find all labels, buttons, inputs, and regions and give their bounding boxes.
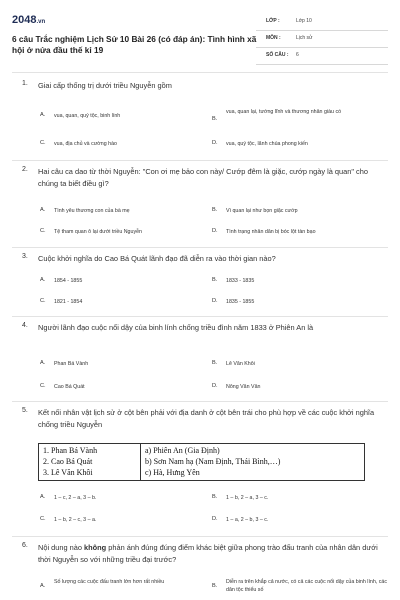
question-number: 1. xyxy=(22,80,28,87)
question-text: Hai câu ca dao từ thời Nguyễn: "Con ơi mẹ bảo con này/ Cướp đêm là giặc, cướp ngày là quan" cho chúng ta biết điều gì? xyxy=(38,167,368,188)
question-text-emphasis: không xyxy=(84,543,107,552)
option-letter: B. xyxy=(212,116,218,122)
quiz-title: 6 câu Trắc nghiệm Lịch Sử 10 Bài 26 (có đáp án): Tình hình xã hội ở nửa đầu thế kỉ 19 xyxy=(12,34,257,55)
meta-label: LỚP : xyxy=(266,18,280,24)
option-text: vua, quý tộc, lãnh chúa phong kiến xyxy=(226,141,308,147)
table-cell: c) Hà, Hưng Yên xyxy=(145,468,200,477)
option-text: 1821 - 1854 xyxy=(54,299,83,305)
option-letter: D. xyxy=(212,298,218,304)
question-text xyxy=(38,542,378,566)
table-right-column xyxy=(141,444,364,480)
divider xyxy=(12,160,388,161)
option-text: 1835 - 1855 xyxy=(226,299,255,305)
option-letter: A. xyxy=(40,277,46,283)
option-text: 1 – c, 2 – a, 3 – b. xyxy=(54,495,97,501)
divider xyxy=(12,247,388,248)
option-letter: C. xyxy=(40,516,46,522)
quiz-meta xyxy=(256,14,388,65)
option-letter: B. xyxy=(212,360,218,366)
option-letter: D. xyxy=(212,140,218,146)
option-letter: B. xyxy=(212,583,218,589)
option-text: 1854 - 1855 xyxy=(54,278,83,284)
option-text: 1 – b, 2 – a, 3 – c. xyxy=(226,495,269,501)
question-text: Giai cấp thống trị dưới triều Nguyễn gồm xyxy=(38,81,172,90)
meta-value: Lớp 10 xyxy=(296,18,312,24)
option-text: vua, quan lại, tướng lĩnh và thương nhân giàu có xyxy=(226,109,342,115)
divider xyxy=(12,401,388,402)
option-text: Phan Bá Vành xyxy=(54,361,89,367)
option-text: vua, quan, quý tộc, binh lính xyxy=(54,113,121,119)
question-text: Cuộc khởi nghĩa do Cao Bá Quát lãnh đạo đã diễn ra vào thời gian nào? xyxy=(38,254,276,263)
option-letter: A. xyxy=(40,583,46,589)
question-number: 2. xyxy=(22,166,28,173)
option-text: vua, địa chủ và cường hào xyxy=(54,141,117,147)
option-text: Tình trạng nhân dân bị bóc lột tàn bạo xyxy=(226,229,316,235)
option-letter: A. xyxy=(40,494,46,500)
question-number: 3. xyxy=(22,253,28,260)
page-header xyxy=(12,14,388,69)
brand-tld: .vn xyxy=(36,19,46,25)
question-text-post: phản ánh đúng đúng điểm khác biệt giữa phong trào đấu tranh của nhân dân dưới thời Nguyễn so với những triều đại trước? xyxy=(38,543,378,564)
table-cell: b) Sơn Nam hạ (Nam Định, Thái Bình,…) xyxy=(145,457,281,466)
option-text: 1833 - 1835 xyxy=(226,278,255,284)
option-letter: C. xyxy=(40,228,46,234)
option-text: Lê Văn Khôi xyxy=(226,361,255,367)
option-letter: C. xyxy=(40,383,46,389)
option-letter: A. xyxy=(40,112,46,118)
option-text: Cao Bá Quát xyxy=(54,384,85,390)
table-left-column xyxy=(39,444,141,480)
question-text: Người lãnh đạo cuộc nổi dậy của binh lính chống triều đình năm 1833 ở Phiên An là xyxy=(38,323,314,332)
question-number: 4. xyxy=(22,322,28,329)
meta-label: SỐ CÂU : xyxy=(266,52,289,58)
meta-value: Lịch sử xyxy=(296,35,313,41)
question-text: Kết nối nhân vật lịch sử ở cột bên phải với địa danh ở cột bên trái cho phù hợp về các cuộc khởi nghĩa chống triều Nguyễn xyxy=(38,408,375,429)
option-letter: B. xyxy=(212,494,218,500)
table-cell: 2. Cao Bá Quát xyxy=(43,457,93,466)
option-letter: A. xyxy=(40,360,46,366)
meta-value: 6 xyxy=(296,52,299,58)
option-text: Tệ tham quan ô lại dưới triều Nguyễn xyxy=(54,229,142,235)
option-text: 1 – b, 2 – c, 3 – a. xyxy=(54,517,97,523)
option-letter: D. xyxy=(212,383,218,389)
divider xyxy=(12,316,388,317)
option-letter: D. xyxy=(212,228,218,234)
option-text: Tình yêu thương con của bà mẹ xyxy=(54,208,130,214)
table-cell: a) Phiên An (Gia Định) xyxy=(145,446,220,455)
meta-row-count xyxy=(256,48,388,65)
option-text: Diễn ra trên khắp cả nước, có cả các cuộc nổi dậy của binh lính, các dân tộc thiểu số xyxy=(226,579,388,593)
option-text: Số lượng các cuộc đấu tranh lớn hơn rất nhiều xyxy=(54,579,165,585)
option-letter: A. xyxy=(40,207,46,213)
option-text: 1 – a, 2 – b, 3 – c. xyxy=(226,517,269,523)
meta-row-subject xyxy=(256,31,388,48)
option-letter: B. xyxy=(212,277,218,283)
question-number: 6. xyxy=(22,542,28,549)
table-cell: 3. Lê Văn Khôi xyxy=(43,468,93,477)
option-letter: C. xyxy=(40,298,46,304)
divider xyxy=(12,536,388,537)
option-text: Vì quan lại như bọn giặc cướp xyxy=(226,208,298,214)
table-cell: 1. Phan Bá Vành xyxy=(43,446,98,455)
divider xyxy=(12,72,388,73)
option-text: Nông Văn Vân xyxy=(226,384,261,390)
question-number: 5. xyxy=(22,407,28,414)
meta-row-class xyxy=(256,14,388,31)
matching-table xyxy=(38,443,365,481)
option-letter: B. xyxy=(212,207,218,213)
option-letter: D. xyxy=(212,516,218,522)
option-letter: C. xyxy=(40,140,46,146)
site-logo[interactable] xyxy=(12,14,45,26)
question-text-pre: Nội dung nào xyxy=(38,543,85,552)
meta-label: MÔN : xyxy=(266,35,281,41)
brand-name: 2048 xyxy=(12,14,37,26)
